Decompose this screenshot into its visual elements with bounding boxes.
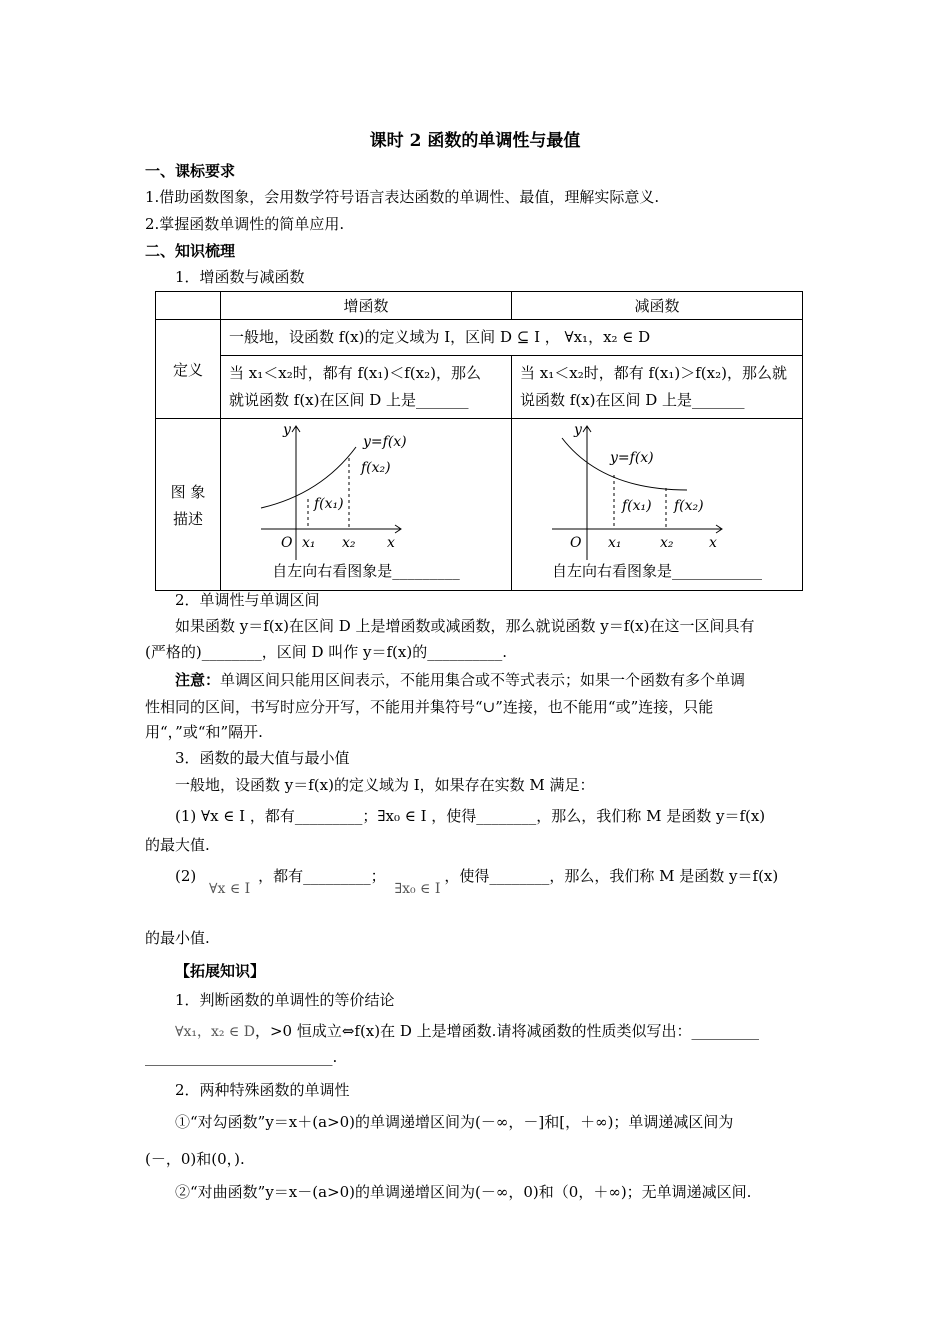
x2-label: x₂ — [342, 534, 356, 551]
table-corner — [156, 292, 221, 320]
y-axis-label: y — [574, 421, 582, 438]
section-heading-knowledge: 二、知识梳理 — [145, 242, 236, 260]
extension-sub-2: 2．两种特殊函数的单调性 — [175, 1081, 350, 1099]
extension-heading: 【拓展知识】 — [175, 962, 266, 980]
hook-function-line-2: (－，0)和(0，). — [145, 1150, 245, 1168]
monotonic-text-2: (严格的)________，区间 D 叫作 y＝f(x)的__________. — [145, 643, 507, 661]
header-dec: 减函数 — [512, 292, 803, 320]
inc-caption: 自左向右看图象是_________ — [272, 561, 460, 580]
row-label-graph — [156, 419, 221, 591]
note-line-2: 性相同的区间，书写时应分开写，不能用并集符号“∪”连接，也不能用“或”连接，只能 — [145, 698, 714, 716]
hyperbolic-function-line: ②“对曲函数”y＝x－(a>0)的单调递增区间为(－∞，0)和（0，＋∞)；无单调递减区间. — [175, 1183, 752, 1201]
monotonic-text-1: 如果函数 y＝f(x)在区间 D 上是增函数或减函数，那么就说函数 y＝f(x)在这一区间具有 — [175, 617, 755, 635]
inc-definition-line2: 就说函数 f(x)在区间 D 上是_______ — [229, 391, 469, 409]
subheading-inc-dec: 1．增函数与减函数 — [175, 268, 305, 286]
note-label: 注意： — [175, 671, 221, 689]
fx1-label: f(x₁) — [314, 495, 344, 512]
requirement-1: 1.借助函数图象，会用数学符号语言表达函数的单调性、最值，理解实际意义. — [145, 188, 660, 206]
curve-label: y=f(x) — [363, 433, 407, 450]
origin-label: O — [570, 534, 582, 551]
row-label-definition: 定义 — [156, 320, 221, 419]
x-axis-label: x — [387, 534, 395, 551]
dec-graph-cell — [512, 419, 803, 591]
header-inc: 增函数 — [221, 292, 512, 320]
dec-definition — [512, 356, 803, 419]
dec-caption: 自左向右看图象是____________ — [551, 561, 762, 580]
curve-label: y=f(x) — [610, 449, 654, 466]
min-index: (2) — [175, 867, 197, 885]
max-line-2: 的最大值. — [145, 836, 210, 854]
fx1-label: f(x₁) — [622, 497, 652, 514]
extension-line-2: _________________________. — [145, 1048, 338, 1066]
max-min-intro: 一般地，设函数 y＝f(x)的定义域为 I，如果存在实数 M 满足： — [175, 776, 595, 794]
subheading-monotonic-interval: 2．单调性与单调区间 — [175, 591, 320, 609]
row-label-graph-line2: 描述 — [172, 509, 203, 528]
inc-definition — [221, 356, 512, 419]
forall-symbol: ∀x ∈ I — [209, 881, 251, 897]
inc-definition-line1: 当 x₁＜x₂时，都有 f(x₁)＜f(x₂)，那么 — [229, 364, 481, 382]
note-text-1: 单调区间只能用区间表示，不能用集合或不等式表示；如果一个函数有多个单调 — [220, 671, 746, 689]
extension-line-1 — [175, 1020, 759, 1041]
row-label-graph-line1: 图 象 — [170, 482, 206, 501]
min-part-b: ，都有_________； — [258, 867, 386, 885]
max-line-1: (1) ∀x ∈ I ，都有_________；∃x₀ ∈ I ，使得________，那么，我们称 M 是函数 y＝f(x) — [175, 807, 766, 825]
requirement-2: 2.掌握函数单调性的简单应用. — [145, 215, 345, 233]
min-line-2: 的最小值. — [145, 929, 210, 947]
extension-text-1: ，>0 恒成立⇔f(x)在 D 上是增函数.请将减函数的性质类似写出：_________ — [254, 1022, 759, 1040]
min-part-c: ，使得________，那么，我们称 M 是函数 y＝f(x) — [444, 867, 779, 885]
inc-dec-table — [155, 291, 803, 591]
y-axis-label: y — [283, 421, 291, 438]
origin-label: O — [281, 534, 293, 551]
x1-label: x₁ — [302, 534, 316, 551]
inc-graph-cell — [221, 419, 512, 591]
exists-symbol: ∃x₀ ∈ I — [394, 881, 441, 897]
x-axis-label: x — [709, 534, 717, 551]
note-line-1 — [175, 669, 745, 690]
hook-function-line-1: ①“对勾函数”y＝x＋(a>0)的单调递增区间为(－∞，－]和[，＋∞)；单调递减区间为 — [175, 1113, 734, 1131]
common-definition: 一般地，设函数 f(x)的定义域为 I，区间 D ⊆ I ， ∀x₁，x₂ ∈ D — [221, 320, 803, 356]
fx2-label: f(x₂) — [361, 459, 391, 476]
subheading-max-min: 3．函数的最大值与最小值 — [175, 749, 350, 767]
x1-label: x₁ — [608, 534, 622, 551]
fx2-label: f(x₂) — [674, 497, 704, 514]
page-title: 课时 2 函数的单调性与最值 — [369, 131, 581, 151]
extension-sub-1: 1．判断函数的单调性的等价结论 — [175, 991, 395, 1009]
forall-x1x2-symbol: ∀x₁，x₂ ∈ D — [175, 1024, 255, 1040]
note-line-3: 用“，”或“和”隔开. — [145, 723, 263, 741]
dec-definition-line2: 说函数 f(x)在区间 D 上是_______ — [520, 391, 745, 409]
dec-definition-line1: 当 x₁＜x₂时，都有 f(x₁)＞f(x₂)，那么就 — [520, 364, 787, 382]
section-heading-requirements: 一、课标要求 — [145, 162, 236, 180]
min-line-1 — [175, 865, 779, 897]
x2-label: x₂ — [660, 534, 674, 551]
